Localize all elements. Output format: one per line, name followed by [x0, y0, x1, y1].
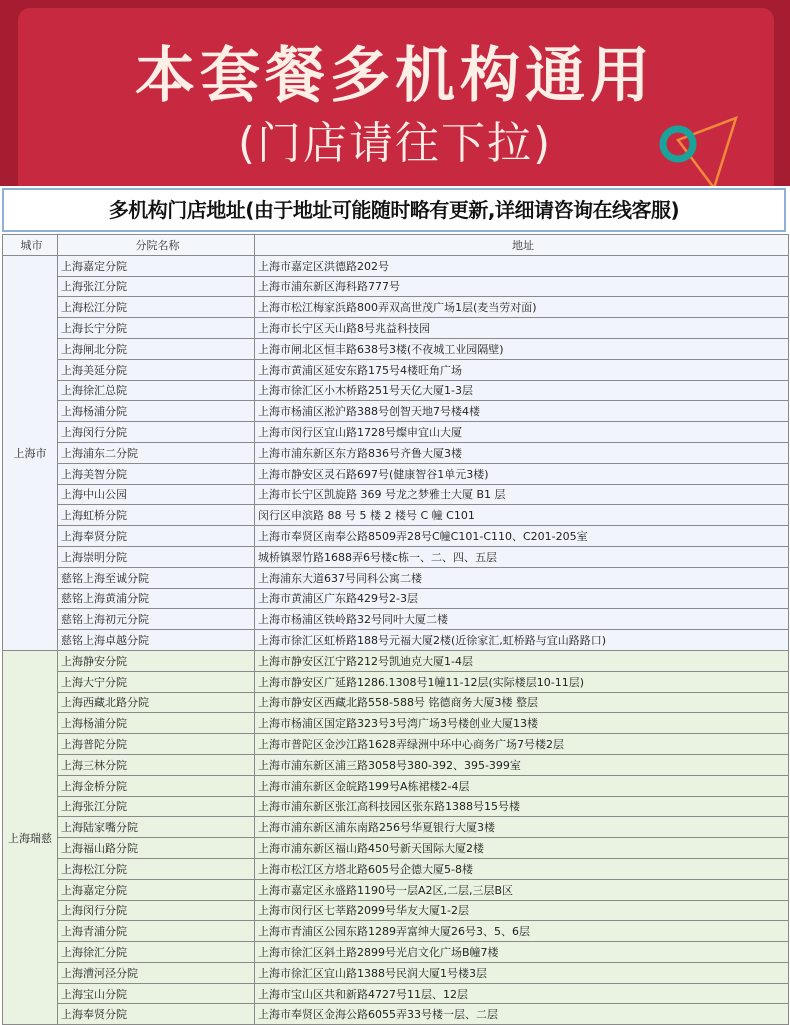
- table-row: [3, 276, 789, 297]
- branch-name-cell: 慈铭上海卓越分院: [58, 630, 255, 651]
- table-header-row: [3, 235, 789, 256]
- address-cell: 上海浦东大道637号同科公寓二楼: [255, 567, 789, 588]
- branch-name-cell: 上海浦东二分院: [58, 442, 255, 463]
- table-row: [3, 983, 789, 1004]
- column-header-city: 城市: [3, 235, 58, 256]
- table-row: [3, 422, 789, 443]
- branch-name-cell: 上海张江分院: [58, 276, 255, 297]
- branch-name-cell: 上海普陀分院: [58, 734, 255, 755]
- address-cell: 上海市徐汇区斜土路2899号光启文化广场B幢7楼: [255, 942, 789, 963]
- branch-name-cell: 上海静安分院: [58, 650, 255, 671]
- store-table: [2, 234, 789, 1025]
- address-cell: 上海市浦东新区浦东南路256号华夏银行大厦3楼: [255, 817, 789, 838]
- address-cell: 上海市浦东新区浦三路3058号380-392、395-399室: [255, 754, 789, 775]
- address-cell: 上海市浦东新区张江高科技园区张东路1388号15号楼: [255, 796, 789, 817]
- table-row: [3, 338, 789, 359]
- branch-name-cell: 上海闸北分院: [58, 338, 255, 359]
- table-row: [3, 962, 789, 983]
- branch-name-cell: 上海青浦分院: [58, 921, 255, 942]
- table-row: [3, 671, 789, 692]
- address-cell: 上海市松江梅家浜路800弄双高世茂广场1层(麦当劳对面): [255, 297, 789, 318]
- table-row: [3, 297, 789, 318]
- address-cell: 上海市杨浦区国定路323号3号湾广场3号楼创业大厦13楼: [255, 713, 789, 734]
- branch-name-cell: 上海福山路分院: [58, 838, 255, 859]
- city-cell: 上海瑞慈: [3, 650, 58, 1024]
- branch-name-cell: 慈铭上海初元分院: [58, 609, 255, 630]
- address-cell: 上海市徐汇区虹桥路188号元福大厦2楼(近徐家汇,虹桥路与宜山路路口): [255, 630, 789, 651]
- table-row: [3, 463, 789, 484]
- address-cell: 上海市嘉定区洪德路202号: [255, 255, 789, 276]
- branch-name-cell: 上海三林分院: [58, 754, 255, 775]
- address-cell: 上海市静安区西藏北路558-588号 铭德商务大厦3楼 整层: [255, 692, 789, 713]
- branch-name-cell: 上海奉贤分院: [58, 1004, 255, 1025]
- table-row: [3, 879, 789, 900]
- address-cell: 上海市闵行区宜山路1728号燦申宜山大厦: [255, 422, 789, 443]
- branch-name-cell: 上海嘉定分院: [58, 255, 255, 276]
- table-row: [3, 505, 789, 526]
- column-header-address: 地址: [255, 235, 789, 256]
- branch-name-cell: 上海崇明分院: [58, 546, 255, 567]
- address-cell: 上海市徐汇区小木桥路251号天亿大厦1-3层: [255, 380, 789, 401]
- address-cell: 上海市闵行区七莘路2099号华友大厦1-2层: [255, 900, 789, 921]
- branch-name-cell: 慈铭上海至诚分院: [58, 567, 255, 588]
- branch-name-cell: 上海金桥分院: [58, 775, 255, 796]
- table-row: [3, 359, 789, 380]
- branch-name-cell: 上海大宁分院: [58, 671, 255, 692]
- table-row: [3, 588, 789, 609]
- table-row: [3, 942, 789, 963]
- branch-name-cell: 上海徐汇分院: [58, 942, 255, 963]
- address-cell: 上海市青浦区公园东路1289弄富绅大厦26号3、5、6层: [255, 921, 789, 942]
- table-row: [3, 630, 789, 651]
- table-row: [3, 734, 789, 755]
- branch-name-cell: 上海徐汇总院: [58, 380, 255, 401]
- table-row: [3, 380, 789, 401]
- address-cell: 上海市黄浦区广东路429号2-3层: [255, 588, 789, 609]
- address-cell: 上海市奉贤区金海公路6055弄33号楼一层、二层: [255, 1004, 789, 1025]
- address-cell: 上海市静安区江宁路212号凯迪克大厦1-4层: [255, 650, 789, 671]
- table-row: [3, 650, 789, 671]
- table-row: [3, 817, 789, 838]
- address-cell: 上海市奉贤区南奉公路8509弄28号C幢C101-C110、C201-205室: [255, 526, 789, 547]
- table-row: [3, 858, 789, 879]
- branch-name-cell: 上海奉贤分院: [58, 526, 255, 547]
- table-row: [3, 567, 789, 588]
- branch-name-cell: 上海漕河泾分院: [58, 962, 255, 983]
- branch-name-cell: 上海杨浦分院: [58, 401, 255, 422]
- address-cell: 上海市杨浦区淞沪路388号创智天地7号楼4楼: [255, 401, 789, 422]
- table-row: [3, 609, 789, 630]
- table-row: [3, 775, 789, 796]
- table-row: [3, 255, 789, 276]
- table-row: [3, 526, 789, 547]
- table-body: [3, 255, 789, 1024]
- address-cell: 上海市长宁区凯旋路 369 号龙之梦雅士大厦 B1 层: [255, 484, 789, 505]
- address-cell: 城桥镇翠竹路1688弄6号楼c栋一、二、四、五层: [255, 546, 789, 567]
- address-cell: 上海市徐汇区宜山路1388号民润大厦1号楼3层: [255, 962, 789, 983]
- address-cell: 上海市宝山区共和新路4727号11层、12层: [255, 983, 789, 1004]
- branch-name-cell: 上海美智分院: [58, 463, 255, 484]
- address-cell: 上海市黄浦区延安东路175号4楼旺角广场: [255, 359, 789, 380]
- branch-name-cell: 上海闵行分院: [58, 422, 255, 443]
- table-row: [3, 484, 789, 505]
- branch-name-cell: 上海宝山分院: [58, 983, 255, 1004]
- table-row: [3, 442, 789, 463]
- branch-name-cell: 上海美延分院: [58, 359, 255, 380]
- table-row: [3, 401, 789, 422]
- branch-name-cell: 上海虹桥分院: [58, 505, 255, 526]
- branch-name-cell: 上海西藏北路分院: [58, 692, 255, 713]
- branch-name-cell: 慈铭上海黄浦分院: [58, 588, 255, 609]
- table-row: [3, 796, 789, 817]
- notice-heading: 多机构门店地址(由于地址可能随时略有更新,详细请咨询在线客服): [2, 188, 786, 232]
- address-cell: 上海市长宁区天山路8号兆益科技园: [255, 318, 789, 339]
- table-row: [3, 921, 789, 942]
- address-cell: 上海市杨浦区铁岭路32号同叶大厦二楼: [255, 609, 789, 630]
- table-row: [3, 318, 789, 339]
- table-row: [3, 1004, 789, 1025]
- branch-name-cell: 上海嘉定分院: [58, 879, 255, 900]
- address-cell: 上海市静安区灵石路697号(健康智谷1单元3楼): [255, 463, 789, 484]
- table-row: [3, 754, 789, 775]
- ring-triangle-decoration-icon: [650, 110, 740, 186]
- branch-name-cell: 上海松江分院: [58, 858, 255, 879]
- branch-name-cell: 上海中山公园: [58, 484, 255, 505]
- branch-name-cell: 上海张江分院: [58, 796, 255, 817]
- address-cell: 上海市普陀区金沙江路1628弄绿洲中环中心商务广场7号楼2层: [255, 734, 789, 755]
- branch-name-cell: 上海松江分院: [58, 297, 255, 318]
- branch-name-cell: 上海陆家嘴分院: [58, 817, 255, 838]
- branch-name-cell: 上海杨浦分院: [58, 713, 255, 734]
- address-cell: 上海市松江区方塔北路605号企德大厦5-8楼: [255, 858, 789, 879]
- table-row: [3, 838, 789, 859]
- address-cell: 上海市浦东新区金皖路199号A栋裙楼2-4层: [255, 775, 789, 796]
- promo-banner: [0, 0, 790, 186]
- city-cell: 上海市: [3, 255, 58, 650]
- address-cell: 上海市闸北区恒丰路638号3楼(不夜城工业园隔壁): [255, 338, 789, 359]
- column-header-branch: 分院名称: [58, 235, 255, 256]
- table-row: [3, 692, 789, 713]
- branch-name-cell: 上海闵行分院: [58, 900, 255, 921]
- table-row: [3, 546, 789, 567]
- address-cell: 上海市浦东新区东方路836号齐鲁大厦3楼: [255, 442, 789, 463]
- banner-subtitle: (门店请往下拉): [237, 118, 553, 169]
- banner-title: 本套餐多机构通用: [135, 41, 655, 111]
- branch-name-cell: 上海长宁分院: [58, 318, 255, 339]
- address-cell: 上海市静安区广延路1286.1308号1幢11-12层(实际楼层10-11层): [255, 671, 789, 692]
- address-cell: 上海市浦东新区海科路777号: [255, 276, 789, 297]
- address-cell: 闵行区申滨路 88 号 5 楼 2 楼号 C 幢 C101: [255, 505, 789, 526]
- address-cell: 上海市嘉定区永盛路1190号一层A2区,二层,三层B区: [255, 879, 789, 900]
- table-row: [3, 713, 789, 734]
- table-row: [3, 900, 789, 921]
- address-cell: 上海市浦东新区福山路450号新天国际大厦2楼: [255, 838, 789, 859]
